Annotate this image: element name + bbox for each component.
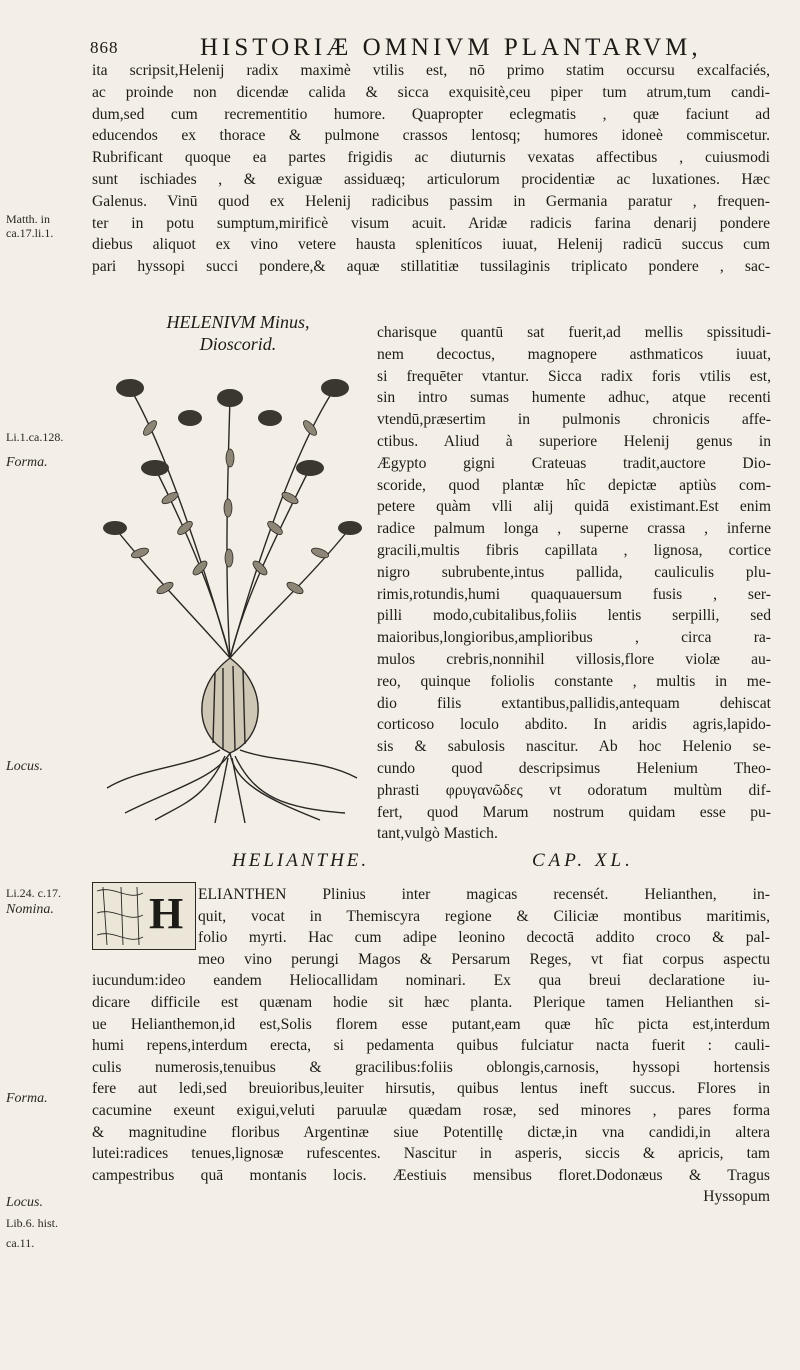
text-line: culis numerosis,tenuibus & gracilibus:foliis oblongis,carnosis, hyssopi hortensis	[92, 1058, 770, 1076]
figure-caption	[118, 311, 358, 355]
margin-note-ref-3: Lib.6. hist.	[6, 1216, 59, 1230]
text-line: Galenus. Vinū quod ex Helenij radicibus passim in Germania paratur , frequen-	[92, 192, 770, 210]
chapter-title: HELIANTHE.	[232, 850, 370, 871]
text-line: quit, vocat in Themiscyra regione & Ciliciæ montibus maritimis,	[198, 907, 770, 925]
margin-note-matthiolus	[6, 212, 53, 240]
running-title: HISTORIÆ OMNIVM PLANTARVM,	[200, 34, 702, 61]
text-line: folio myrti. Hac cum adipe leonino decoctā addito croco & pal-	[198, 929, 770, 947]
text-line: educendos ex thorace & pulmone crassos lentosq; humores idoneè commiscetur.	[92, 127, 770, 145]
text-line: meo vino perungi Magos & Persarum Reges, vt fiat corpus aspectu	[198, 950, 770, 968]
margin-note-forma-2: Forma.	[6, 1091, 48, 1106]
text-line: campestribus quā montanis locis. Æestiuis mensibus floret.Dodonæus & Tragus	[92, 1166, 770, 1184]
text-line: si frequēter vtantur. Sicca radix foris vtilis est,	[377, 367, 771, 385]
text-line: fert, quod Marum nostrum quidam esse pu-	[377, 803, 771, 821]
figure-caption-author: Dioscorid.	[199, 334, 277, 354]
chapter-number: CAP. XL.	[532, 850, 634, 871]
text-line: corticoso loculo abdito. In aridis agris,lapido-	[377, 716, 771, 734]
figure-caption-title: HELENIVM Minus,	[166, 312, 310, 332]
text-line: Ægypto gigni Crateuas tradit,auctore Dio-	[377, 454, 771, 472]
text-line: diebus aliquot ex vino vetere hausta splenitícos iuuat, Helenij radicū succus cum	[92, 236, 770, 254]
text-line: lutei:radices tenues,lignosæ rufescentes. Nascitur in asperis, siccis & apricis, tam	[92, 1145, 770, 1163]
text-line: cundo quod descripsimus Helenium Theo-	[377, 759, 771, 777]
margin-note-line: Matth. in	[6, 212, 50, 226]
text-line: dio filis extantibus,pallidis,antequam dehiscat	[377, 694, 771, 712]
text-line: dicare difficile est quænam hodie sit hæc planta. Plerique tamen Helianthen si-	[92, 993, 770, 1011]
margin-note-locus-2: Locus.	[6, 1195, 43, 1210]
text-line: mulos crebris,nonnihil villosis,flore violæ au-	[377, 650, 771, 668]
page-number: 868	[90, 38, 119, 57]
text-line: ELIANTHEN Plinius inter magicas recensét. Helianthen, in-	[198, 886, 770, 903]
margin-note-ref-2: Li.24. c.17.	[6, 886, 61, 900]
text-line: nem decoctus, magnopere asthmaticos iuuat,	[377, 345, 771, 363]
text-line: rimis,rotundis,humi quaquauersum fusis , ser-	[377, 585, 771, 603]
margin-note-nomina: Nomina.	[6, 902, 54, 917]
text-line: nigro subrubente,intus pallida, cauliculis plu-	[377, 563, 771, 581]
text-line: Rubrificant quoque ea partes frigidis ac diuturnis vexatas affectibus , cuiusmodi	[92, 149, 770, 167]
body-paragraph-right-column	[377, 322, 771, 845]
text-line: fere aut ledi,sed breuioribus,leuiter hirsutis, quibus lentus ineft succus. Flores in	[92, 1080, 770, 1098]
text-line: ctibus. Aliud à superiore Helenij genus in	[377, 432, 771, 450]
text-line: maioribus,longioribus,amplioribus , circa ra-	[377, 629, 771, 647]
initial-letter: H	[149, 889, 184, 938]
text-line: phrasti φρυγανῶδες vt odoratum multùm dif-	[377, 781, 771, 799]
margin-note-ref-1: Li.1.ca.128.	[6, 430, 64, 444]
text-line: tant,vulgò Mastich.	[377, 825, 498, 843]
text-line: cacumine exeunt exigui,veluti paruulæ quædam rosæ, sed minores , pares forma	[92, 1101, 770, 1119]
text-line: pari hyssopi succi pondere,& aquæ stillatitiæ tussilaginis triplicato pondere , sac-	[92, 258, 770, 276]
text-line: ter in potu sumptum,mirificè visum acuit. Aridæ radicis farina denarij pondere	[92, 214, 770, 232]
text-line: charisque quantū sat fuerit,ad mellis spissitudi-	[377, 324, 771, 341]
text-line: petere quàm vlli alij quidā existimant.Est enim	[377, 498, 771, 516]
text-line: sunt ischiades , & exiguæ assiduæq; articulorum procidentiæ ac luxationes. Hæc	[92, 170, 770, 188]
plant-woodcut-illustration	[95, 358, 365, 826]
text-line: sin intro sumas humente adhuc, atque recenti	[377, 389, 771, 407]
margin-note-forma: Forma.	[6, 455, 48, 470]
text-line: ita scripsit,Helenij radix maximè vtilis est, nō primo statim occursu excalfaciés,	[92, 62, 770, 79]
body-paragraph-top	[92, 60, 770, 278]
text-line: vtendū,præsertim in pulmonis chronicis affe-	[377, 411, 771, 429]
margin-note-line: ca.17.li.1.	[6, 226, 54, 240]
text-line: scoride, quod plantæ hîc depictæ aptiùs com-	[377, 476, 771, 494]
margin-note-locus: Locus.	[6, 759, 43, 774]
text-line: dum,sed cum recrementitio humore. Quapropter eclegmatis , quæ faciunt ad	[92, 105, 770, 123]
text-line: ue Helianthemon,id est,Solis florem esse putant,eam quæ hîc picta est,interdum	[92, 1015, 770, 1033]
chapter-body	[92, 884, 770, 1208]
text-line: radice palmum longa , superne crassa , inferne	[377, 520, 771, 538]
text-line: pilli modo,cubitalibus,foliis lentis serpilli, sed	[377, 607, 771, 625]
text-line: gracili,multis fibris capillata , lignosa, cortice	[377, 541, 771, 559]
catchword: Hyssopum	[703, 1188, 770, 1206]
text-line: sis & sabulosis nascitur. Ab hoc Helenio se-	[377, 738, 771, 756]
text-line: ac proinde non dicendæ calida & sicca exquisitè,ceu piper tum atrum,tum candi-	[92, 83, 770, 101]
text-line: humi repens,interdum erecta, si pedamenta quibus fulciatur nacta fuerit : cauli-	[92, 1037, 770, 1055]
text-line: iucundum:ideo eandem Heliocallidam nominari. Ex qua breui declaratione iu-	[92, 972, 770, 990]
margin-note-ref-3b: ca.11.	[6, 1236, 35, 1250]
text-line: reo, quinque foliolis constante , multis in me-	[377, 672, 771, 690]
text-line: & magnitudine floribus Argentinæ siue Potentillę dictæ,in vna candidi,in altera	[92, 1123, 770, 1141]
chapter-heading	[232, 850, 772, 878]
